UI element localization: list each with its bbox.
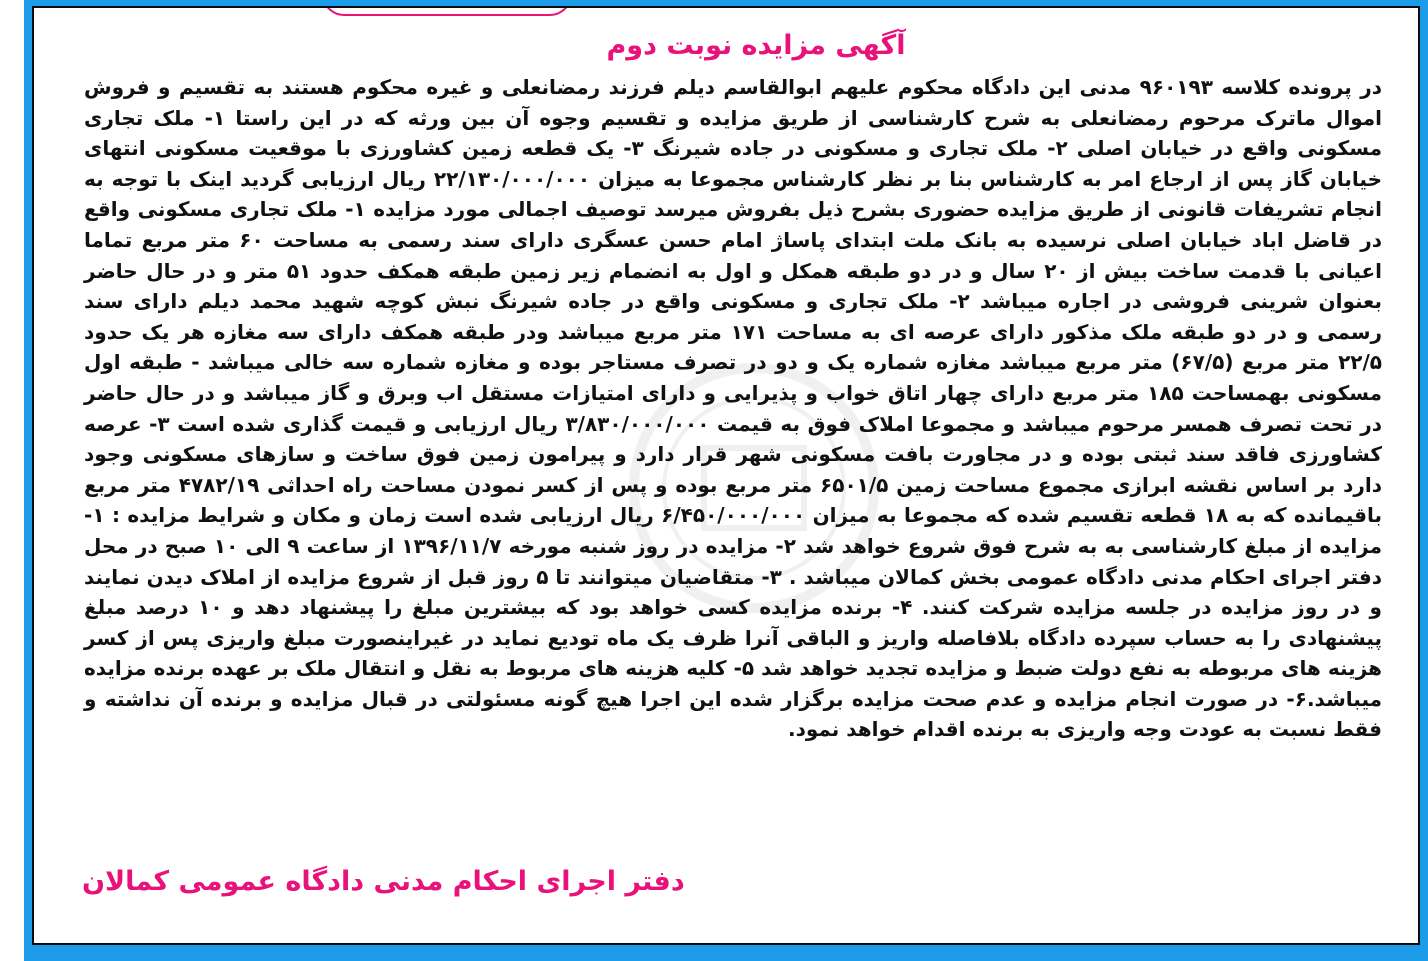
notice-title: آگهی مزایده نوبت دوم [606,30,906,61]
outer-frame [24,0,1428,961]
notice-body: در پرونده کلاسه ۹۶۰۱۹۳ مدنی این دادگاه محکوم علیهم ابوالقاسم دیلم فرزند رمضانعلی و غیره محکوم هستند به تقسیم و فروش اموال ماترک مرحوم رمضانعلی به شرح کارشناسی از طریق مزایده و تقسیم وجوه آن بین ورثه که در این راستا ۱- ملک تجاری مسکونی واقع در خیابان اصلی ۲- ملک تجاری و مسکونی در جاده شیرنگ ۳- یک قطعه زمین کشاورزی با موقعیت مسکونی انتهای خیابان گاز پس از ارجاع امر به کارشناس بنا بر نظر کارشناس مجموعا به میزان ۲۲/۱۳۰/۰۰۰/۰۰۰ ریال ارزیابی گردید اینک با توجه به انجام تشریفات قانونی از طریق مزایده حضوری بشرح ذیل بفروش میرسد توصیف اجمالی مورد مزایده ۱- ملک تجاری مسکونی واقع در قاضل اباد خیابان اصلی نرسیده به بانک ملت ابتدای پاساژ امام حسن عسگری دارای سند رسمی به مساحت ۶۰ متر مربع تماما اعیانی با قدمت ساخت بیش از ۲۰ سال و در دو طبقه همکل و اول به انضمام زیر زمین طبقه همکف حدود ۵۱ متر و در حال حاضر بعنوان شرینی فروشی در اجاره میباشد ۲- ملک تجاری و مسکونی واقع در جاده شیرنگ نبش کوچه شهید محمد دیلم دارای سند رسمی و در دو طبقه ملک مذکور دارای عرصه ای به مساحت ۱۷۱ متر مربع میباشد ودر طبقه همکف دارای سه مغازه هر یک حدود ۲۲/۵ متر مربع (۶۷/۵) متر مربع میباشد مغازه شماره یک و دو در تصرف مستاجر بوده و مغازه شماره سه خالی میباشد - طبقه اول مسکونی بهمساحت ۱۸۵ متر مربع دارای چهار اتاق خواب و پذیرایی و دارای امتیازات مستقل اب وبرق و گاز میباشد و در حال حاضر در تحت تصرف همسر مرحوم میباشد و مجموعا املاک فوق به قیمت ۳/۸۳۰/۰۰۰/۰۰۰ ریال ارزیابی و قیمت گذاری شده است ۳- عرصه کشاورزی فاقد سند ثبتی بوده و در مجاورت بافت مسکونی شهر قرار دارد و پیرامون زمین فوق ساخت و سازهای مسکونی وجود دارد بر اساس نقشه ابرازی مجموع مساحت زمین ۶۵۰۱/۵ متر مربع بوده و پس از کسر نمودن مساحت راه احداثی ۴۷۸۲/۱۹ متر مربع باقیمانده که به ۱۸ قطعه تقسیم شده که مجموعا به میزان ۶/۴۵۰/۰۰۰/۰۰۰ ریال ارزیابی شده است زمان و مکان و شرایط مزایده : ۱- مزایده از مبلغ کارشناسی به به شرح فوق شروع خواهد شد ۲- مزایده در روز شنبه مورخه ۱۳۹۶/۱۱/۷ از ساعت ۹ الی ۱۰ صبح در محل دفتر اجرای احکام مدنی دادگاه عمومی بخش کمالان میباشد . ۳- متقاضیان میتوانند تا ۵ روز قبل از شروع مزایده از املاک دیدن نمایند و در روز مزایده در جلسه مزایده شرکت کنند. ۴- برنده مزایده کسی خواهد بود که بیشترین مبلغ را پیشنهاد دهد و ۱۰ درصد مبلغ پیشنهادی را به حساب سپرده دادگاه بلافاصله واریز و الباقی آنرا ظرف یک ماه تودیع نماید در غیراینصورت مبلغ واریزی پس از کسر هزینه های مربوطه به نفع دولت ضبط و مزایده تجدید خواهد شد ۵- کلیه هزینه های مربوط به نقل و انتقال ملک بر عهده برنده مزایده میباشد.۶- در صورت انجام مزایده و عدم صحت مزایده برگزار شده این اجرا هیچ گونه مسئولتی در قبال مزایده و برنده آن نداشته و فقط نسبت به عودت وجه واریزی به برنده اقدام خواهد نمود. [84,75,1383,742]
notice-signature: دفتر اجرای احکام مدنی دادگاه عمومی کمالان [82,866,685,897]
notice-page [32,6,1420,945]
top-tab-decoration [322,6,572,16]
